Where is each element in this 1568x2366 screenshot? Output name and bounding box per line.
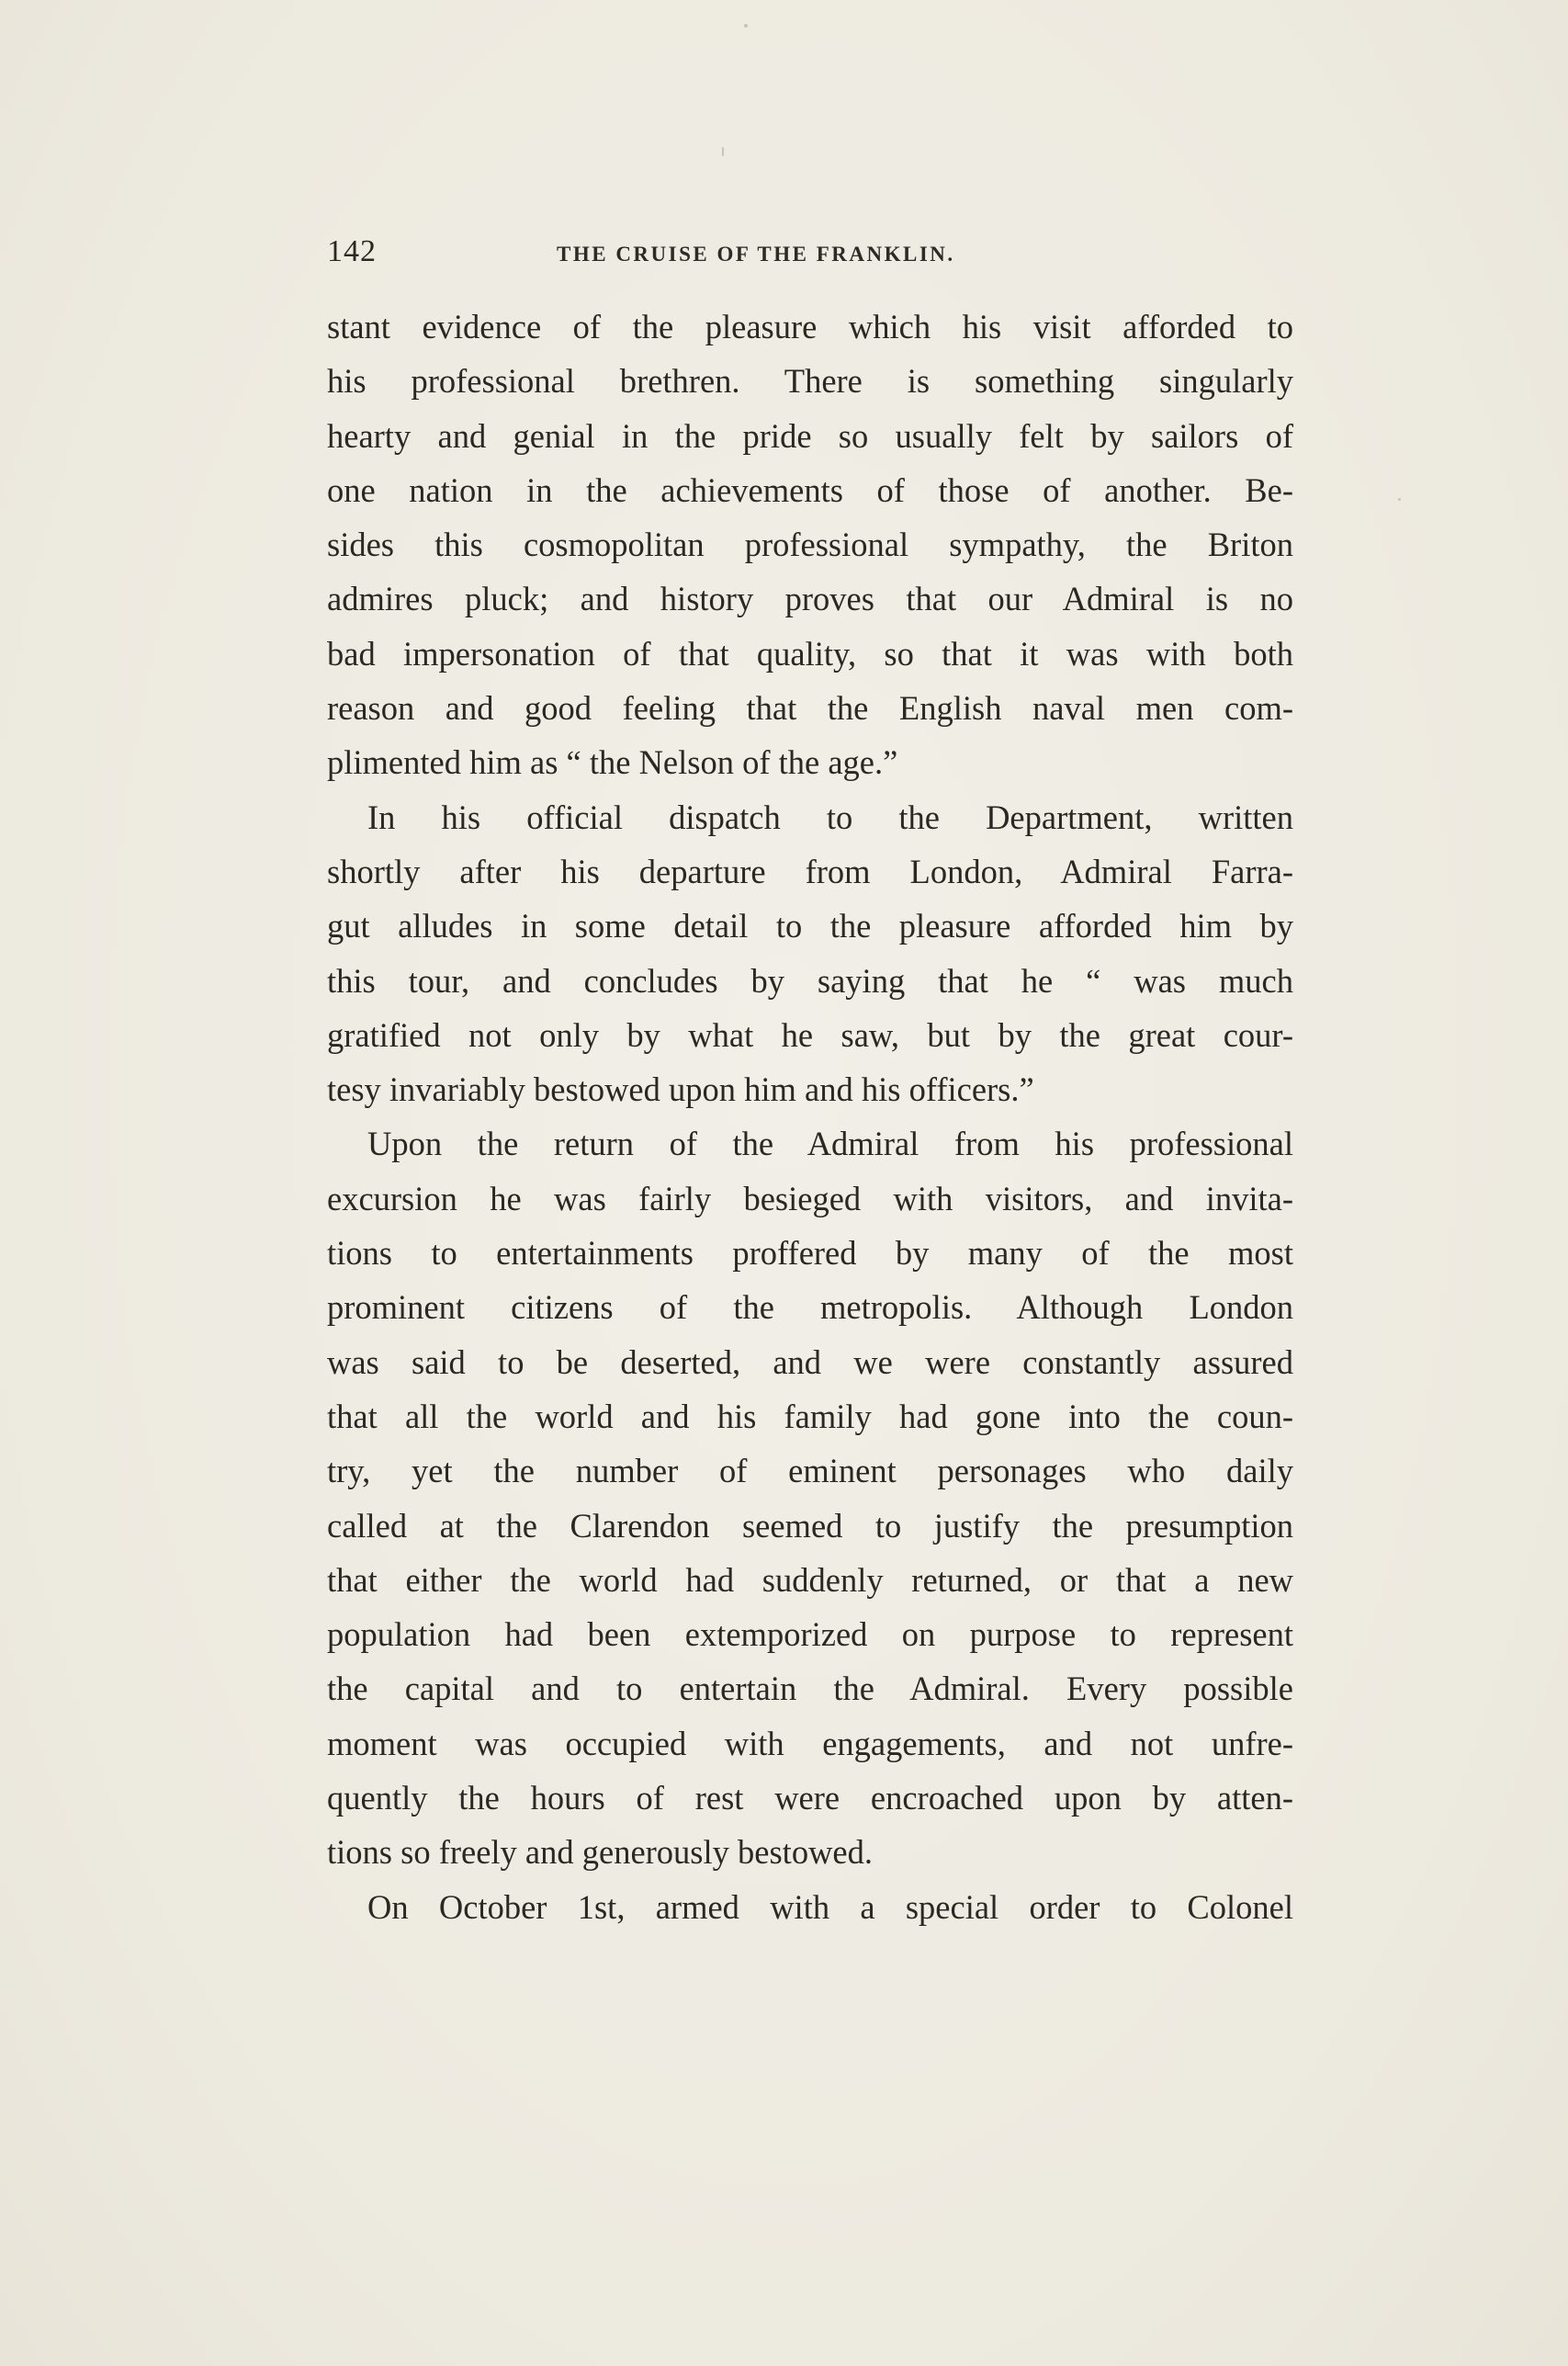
text-line: his professional brethren. There is something singularly [327, 362, 1293, 401]
running-head: THE CRUISE OF THE FRANKLIN. [557, 243, 955, 266]
paper-speck [722, 147, 724, 156]
text-line: sides this cosmopolitan professional sympathy, the Briton [327, 526, 1293, 564]
text-line: tesy invariably bestowed upon him and his officers.” [327, 1070, 1034, 1109]
text-line: this tour, and concludes by saying that he “ was much [327, 961, 1293, 1000]
text-line: tions so freely and generously bestowed. [327, 1833, 873, 1872]
text-line: shortly after his departure from London, Admiral Farra- [327, 852, 1293, 890]
text-line: called at the Clarendon seemed to justify the presumption [327, 1506, 1293, 1545]
text-line: excursion he was fairly besieged with visitors, and invita- [327, 1179, 1293, 1217]
text-line: was said to be deserted, and we were constantly assured [327, 1342, 1293, 1381]
text-line: hearty and genial in the pride so usually felt by sailors of [327, 416, 1293, 455]
paper-speck [744, 24, 748, 28]
text-line: try, yet the number of eminent personages who daily [327, 1452, 1293, 1490]
text-line: the capital and to entertain the Admiral. Every possible [327, 1670, 1293, 1708]
text-line: one nation in the achievements of those of another. Be- [327, 470, 1293, 509]
text-line: bad impersonation of that quality, so that it was with both [327, 634, 1293, 673]
text-line: Upon the return of the Admiral from his professional [367, 1125, 1293, 1163]
text-line: reason and good feeling that the English naval men com- [327, 689, 1293, 728]
text-line: that either the world had suddenly returned, or that a new [327, 1560, 1293, 1599]
text-line: stant evidence of the pleasure which his visit afforded to [327, 308, 1293, 345]
text-line: that all the world and his family had gone into the coun- [327, 1397, 1293, 1435]
text-line: gut alludes in some detail to the pleasure afforded him by [327, 907, 1293, 945]
text-line: admires pluck; and history proves that our Admiral is no [327, 580, 1293, 618]
text-line: plimented him as “ the Nelson of the age.” [327, 743, 898, 782]
text-line: In his official dispatch to the Department, written [367, 798, 1293, 836]
text-line: On October 1st, armed with a special order to Colonel [367, 1887, 1293, 1926]
text-line: gratified not only by what he saw, but by the great cour- [327, 1015, 1293, 1054]
text-line: moment was occupied with engagements, and not unfre- [327, 1724, 1293, 1762]
page-header [327, 234, 1292, 280]
text-line: prominent citizens of the metropolis. Although London [327, 1288, 1293, 1327]
body-text [327, 300, 1293, 1934]
paper-speck [1398, 498, 1401, 501]
page-number: 142 [327, 234, 377, 268]
text-line: quently the hours of rest were encroached upon by atten- [327, 1779, 1293, 1817]
text-line: population had been extemporized on purpose to represent [327, 1615, 1293, 1654]
text-line: tions to entertainments proffered by many of the most [327, 1234, 1293, 1273]
